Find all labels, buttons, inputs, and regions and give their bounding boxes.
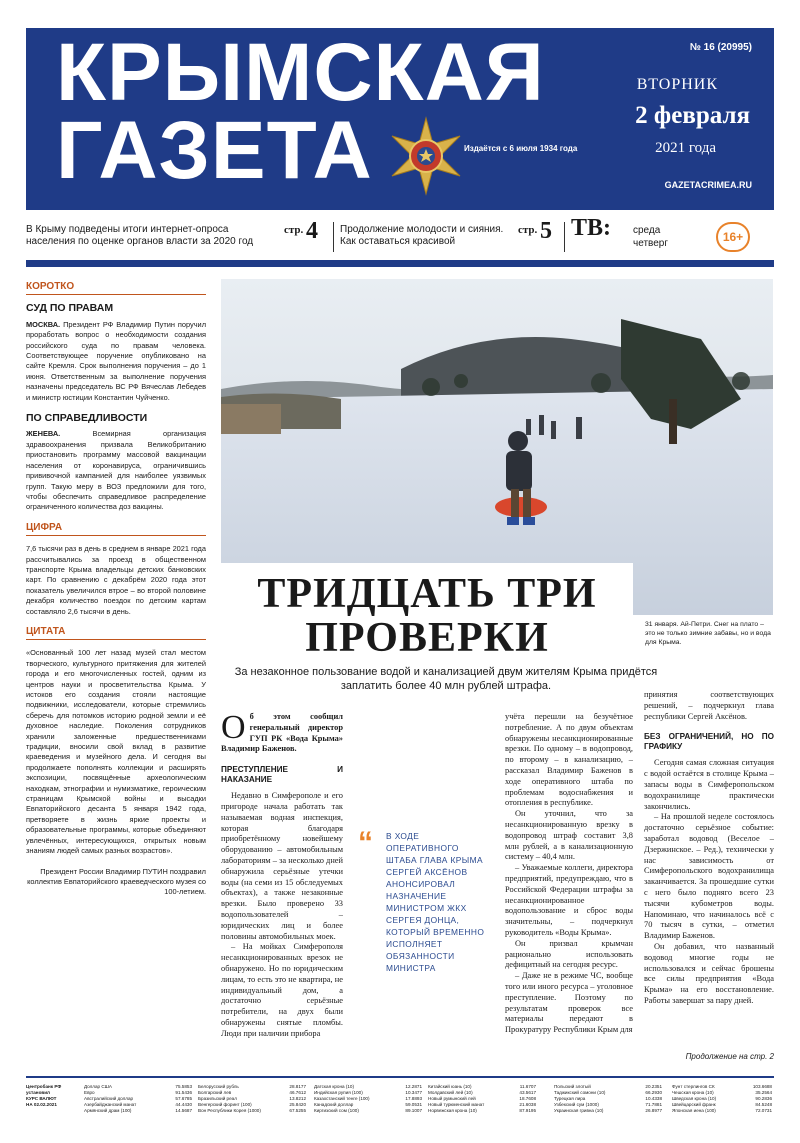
pull-quote <box>358 826 488 974</box>
currency-name: Китайский юань (10) <box>428 1084 472 1089</box>
currency-rate: 35.2564 <box>755 1090 772 1095</box>
ticker-column <box>84 1084 192 1114</box>
currency-rate: 18.7608 <box>519 1096 536 1101</box>
tv-day: среда <box>633 225 661 236</box>
quote-mark-icon: “ <box>358 826 374 859</box>
teaser-2-text[interactable]: Продолжение молодости и сияния. Как оставаться красивой <box>340 224 504 247</box>
currency-rate: 91.5436 <box>175 1090 192 1095</box>
currency-name: Датская крона (10) <box>314 1084 355 1089</box>
news-heading: ПО СПРАВЕДЛИВОСТИ <box>26 412 148 425</box>
currency-rate: 66.2930 <box>645 1090 662 1095</box>
ticker-header-line: КУРС ВАЛЮТ <box>26 1096 57 1101</box>
quote-attribution: Президент России Владимир ПУТИН поздравил коллектив Евпаторийского краеведческого музея со 100-летием. <box>27 866 206 897</box>
article-intro: б этом сообщил генеральный директор ГУП РК «Вода Крыма» Владимир Баженов. <box>221 712 343 754</box>
tv-label: ТВ: <box>571 215 612 241</box>
currency-rate: 10.3477 <box>405 1090 422 1095</box>
newspaper-title <box>56 27 545 196</box>
currency-rate: 103.6688 <box>752 1084 772 1089</box>
article-paragraph: Он уточнил, что за несанкционированную врезку в водопровод штраф составит 3,8 млн рублей, а в канализационную систему – 40,4 млн. <box>505 809 633 862</box>
issue-date: 2 февраля <box>635 102 750 129</box>
currency-rate: 71.7881 <box>645 1102 662 1107</box>
issue-year: 2021 года <box>655 140 716 156</box>
article-paragraph: – На прошлой неделе состоялось достаточно серьёзное событие: заработал водовод (Веселое – Дзержинское. – Ред.), технически у нас зависимость от Симферопольского водохранилища заканчивается. За прошедшие сутки с него было подняго всего 23 тысячи кубометров воды. Напоминаю, что начиналось всё с 70 тысяч в сутки, – отметил Владимир Баженов. <box>644 812 774 941</box>
currency-name: Молдавский лей (10) <box>428 1090 473 1095</box>
currency-name: Евро <box>84 1090 95 1095</box>
currency-name: Чешская крона (10) <box>672 1090 714 1095</box>
currency-row <box>314 1108 422 1114</box>
pull-quote-text: В ХОДЕ ОПЕРАТИВНОГО ШТАБА ГЛАВА КРЫМА СЕРГЕЙ АКСЁНОВ АНОНСИРОВАЛ НАЗНАЧЕНИЕ МИНИСТРОМ ЖКХ СЕРГЕЯ ДОНЦА, КОТОРЫЙ ВРЕМЕННО ИСПОЛНЯЕТ ОБЯЗАННОСТИ МИНИСТРА <box>386 831 485 973</box>
currency-name: Бразильский реал <box>198 1096 237 1101</box>
currency-name: Польский злотый <box>554 1084 591 1089</box>
article-paragraph: Недавно в Симферополе и его пригороде начала работать так называемая водная инспекция, которая благодаря приобретённому новейшему оборудованию – автомобильным лабораториям – за несколько дней обнаружила серьёзные утечки воды (на семи из 15 обследуемых объектах), а также незаконные врезки. Было проверено 33 водопользователей – юридических лиц и более половины автомобильных моек. <box>221 791 343 941</box>
currency-name: Белорусский рубль <box>198 1084 239 1089</box>
currency-name: Таджикский сомони (10) <box>554 1090 606 1095</box>
currency-rate: 89.1007 <box>405 1108 422 1113</box>
page-label: стр. <box>284 224 304 236</box>
currency-rate: 46.7612 <box>289 1090 306 1095</box>
divider <box>564 222 565 252</box>
page-label: стр. <box>518 224 538 236</box>
currency-name: Новый румынский лей <box>428 1096 476 1101</box>
ticker-column <box>314 1084 422 1114</box>
currency-rate: 25.8420 <box>289 1102 306 1107</box>
tv-days <box>633 224 668 250</box>
currency-rate: 44.4430 <box>175 1102 192 1107</box>
article-column-1 <box>221 709 343 1040</box>
currency-name: Канадский доллар <box>314 1102 354 1107</box>
currency-rate: 43.5617 <box>519 1090 536 1095</box>
currency-name: Австралийский доллар <box>84 1096 134 1101</box>
news-paragraph <box>26 320 206 403</box>
currency-row <box>554 1108 662 1114</box>
currency-row <box>428 1108 536 1114</box>
currency-name: Индийская рупия (100) <box>314 1090 363 1095</box>
teaser-1-text[interactable]: В Крыму подведены итоги интернет-опроса населения по оценке органов власти за 2020 год <box>26 224 254 247</box>
teaser-2-page <box>518 218 553 244</box>
currency-rate: 90.2836 <box>755 1096 772 1101</box>
currency-name: Новый туркменский манат <box>428 1102 485 1107</box>
dateline: ЖЕНЕВА. <box>26 429 61 439</box>
drop-cap: О <box>221 709 246 746</box>
currency-rate: 59.0531 <box>405 1102 422 1107</box>
currency-name: Узбекский сум (1000) <box>554 1102 599 1107</box>
currency-rate: 12.2871 <box>405 1084 422 1089</box>
currency-rate: 14.5687 <box>175 1108 192 1113</box>
currency-rate: 84.5248 <box>755 1102 772 1107</box>
currency-name: Азербайджанский манат <box>84 1102 137 1107</box>
quote-paragraph: «Основанный 100 лет назад музей стал местом творческого, культурного притяжения для жителей города и его многочисленных гостей, одним из центров науки и просветительства Крыма. У истоков его создания стояли настоящие подвижники, исследователи, которые стремились сберечь для потомков историю родной земли и её духовное наследие. Поколения сотрудников хранили заложенные предшественниками традиции, вносили свой вклад в развитие краеведения и музейного дела. И сегодня вы продолжаете пополнять коллекции и расширять экспозиции, посвящённые археологическим находкам, этнографии и нумизматике, героическим страницам Крымской войны и высадки Евпаторийского десанта 5 января 1942 года, претворяете в жизнь яркие проекты и образовательные программы, которые объединяют увлечённых, интересующихся, открытых новым знаниям людей самых разных возрастов». <box>26 648 206 856</box>
title-line-2: ГАЗЕТА <box>56 105 373 196</box>
article-paragraph: – Уважаемые коллеги, директора предприятий, предупреждаю, что в Российской Федерации штрафы за несанкционированное водопользование и сброс воды значительны, – подчеркнул руководитель «Воды Крыма». <box>505 863 633 937</box>
main-headline: ТРИДЦАТЬ ТРИ ПРОВЕРКИ <box>257 571 597 661</box>
article-paragraph: учёта перешли на безучётное потребление. А по двум объектам обнаружены несанкционированные врезки. По одному – в водопровод, по второму – в канализацию, – рассказал Владимир Баженов в ходе оперативного штаба по проблемам водоснабжения и отопления в республике. <box>505 712 633 808</box>
currency-row <box>672 1108 772 1114</box>
continued-on-page[interactable]: Продолжение на стр. 2 <box>685 1052 774 1061</box>
currency-name: Норвежская крона (10) <box>428 1108 477 1113</box>
article-column-2 <box>505 712 633 1036</box>
news-text: Президент РФ Владимир Путин поручил проработать вопрос о необходимости создания российского суда по правам человека. Соответствующее поручение опубликовано на сайте Кремля. Срок выполнения поручения – до 1 июня. Ответственным за выполнение поручения назначены председатель ВС РФ Вячеслав Лебедев и министр юстиции Константин Чуйченко. <box>26 319 207 402</box>
currency-rate: 17.8893 <box>405 1096 422 1101</box>
article-lead: За незаконное пользование водой и канализацией двум жителям Крыма придётся заплатить более 40 млн рублей штрафа. <box>234 666 658 692</box>
currency-name: Киргизский сом (100) <box>314 1108 359 1113</box>
ticker-header-line: Центробанк РФ <box>26 1084 62 1089</box>
website-link[interactable]: GAZETACRIMEA.RU <box>664 180 752 190</box>
currency-name: Армянский драм (100) <box>84 1108 132 1113</box>
article-subheading: ПРЕСТУПЛЕНИЕ И НАКАЗАНИЕ <box>221 765 343 785</box>
article-subheading: БЕЗ ОГРАНИЧЕНИЙ, НО ПО ГРАФИКУ <box>644 732 774 752</box>
currency-rate: 57.6785 <box>175 1096 192 1101</box>
weekday: ВТОРНИК <box>636 76 718 93</box>
ticker-header-line: установил <box>26 1090 50 1095</box>
ticker-column <box>198 1084 306 1114</box>
article-paragraph: принятия соответствующих решений, – подчеркнул глава республики Сергей Аксёнов. <box>644 690 774 721</box>
news-text: Всемирная организация здравоохранения призвала Великобританию приостановить программу массовой вакцинации населения от коронавируса, ограничившись прививочной кампанией для наиболее уязвимых групп. Такую меру в ВОЗ предложили для того, чтобы обеспечить справедливое распределение ограниченного количества доз вакцины. <box>26 429 206 512</box>
currency-ticker <box>26 1076 774 1126</box>
currency-rate: 67.5255 <box>289 1108 306 1113</box>
currency-rate: 87.9195 <box>519 1108 536 1113</box>
age-rating-badge: 16+ <box>716 222 750 252</box>
article-paragraph: Сегодня самая сложная ситуация с водой остаётся в столице Крыма – запасы воды в Симферопольском водохранилище практически закончились. <box>644 758 774 811</box>
dateline: МОСКВА. <box>26 319 61 329</box>
currency-name: Вон Республики Корея (1000) <box>198 1108 261 1113</box>
figure-paragraph: 7,6 тысячи раз в день в среднем в январе 2021 года рассчитывались за проезд в общественном транспорте Крыма владельцы детских банковских карт. По сравнению с декабрём 2020 года этот показатель увеличился втрое – во второй половине декабря количество поездок по детским картам составляло 2,6 тысячи в день. <box>26 544 206 616</box>
ticker-column <box>428 1084 536 1114</box>
tv-day: четверг <box>633 238 668 249</box>
article-paragraph: Он призвал крымчан рационально использовать дефицитный на сегодня ресурс. <box>505 938 633 970</box>
currency-row <box>198 1108 306 1114</box>
currency-name: Фунт стерлингов СК <box>672 1084 715 1089</box>
section-header-briefly: КОРОТКО <box>26 282 206 295</box>
section-header-figure: ЦИФРА <box>26 523 206 536</box>
currency-rate: 13.8212 <box>289 1096 306 1101</box>
currency-name: Швейцарский франк <box>672 1102 716 1107</box>
left-column <box>26 282 206 898</box>
issue-number: № 16 (20995) <box>689 42 752 53</box>
currency-rate: 10.4338 <box>645 1096 662 1101</box>
currency-name: Болгарский лев <box>198 1090 232 1095</box>
currency-name: Венгерский форинт (100) <box>198 1102 252 1107</box>
currency-name: Казахстанский тенге (100) <box>314 1096 370 1101</box>
divider-rule <box>26 260 774 267</box>
currency-name: Украинская гривна (10) <box>554 1108 604 1113</box>
currency-rate: 26.8977 <box>645 1108 662 1113</box>
currency-rate: 28.8177 <box>289 1084 306 1089</box>
currency-name: Доллар США <box>84 1084 112 1089</box>
currency-rate: 75.5853 <box>175 1084 192 1089</box>
ticker-header-line: НА 02.02.2021 <box>26 1102 57 1107</box>
article-column-3 <box>644 690 774 1007</box>
page-number: 4 <box>306 218 319 244</box>
ticker-header <box>26 1084 78 1108</box>
currency-rate: 21.6038 <box>519 1102 536 1107</box>
ticker-column <box>554 1084 662 1114</box>
currency-rate: 72.0731 <box>755 1108 772 1113</box>
article-paragraph: – На мойках Симферополя несанкционированных врезок не обнаружено. Но по юридическим лицам, то есть это не квартира, не индивидуальный дом, а достаточно серьёзные потребители, на двух были обнаружены снятые пломбы. Люди при наличии прибора <box>221 942 343 1038</box>
news-heading: СУД ПО ПРАВАМ <box>26 302 114 315</box>
news-paragraph <box>26 429 206 512</box>
currency-name: Японская иена (100) <box>672 1108 716 1113</box>
currency-rate: 20.2351 <box>645 1084 662 1089</box>
divider <box>333 222 334 252</box>
article-paragraph: Он добавил, что названный водовод многие годы не использовался и сейчас брошены все силы предприятия «Вода Крыма» на его восстановление. Работы завершат за пару дней. <box>644 941 774 1005</box>
currency-name: Шведская крона (10) <box>672 1096 717 1101</box>
title-line-1: КРЫМСКАЯ <box>56 27 545 118</box>
article-paragraph: – Даже не в режиме ЧС, вообще того или иного ресурса – уголовное преступление. Поэтому по результатам проверок все материалы передают в Прокуратуру Республики Крым для <box>505 971 633 1035</box>
ticker-column <box>672 1084 772 1114</box>
publication-since: Издаётся с 6 июля 1934 года <box>464 144 578 153</box>
teaser-1-page <box>284 218 319 244</box>
order-medal-icon <box>386 116 466 196</box>
currency-rate: 11.6707 <box>519 1084 536 1089</box>
currency-row <box>84 1108 192 1114</box>
masthead <box>26 28 774 210</box>
photo-caption: 31 января. Ай-Петри. Снег на плато – это не только зимние забавы, но и вода для Крыма. <box>645 621 771 646</box>
section-header-quote: ЦИТАТА <box>26 627 206 640</box>
currency-name: Турецкая лира <box>554 1096 586 1101</box>
page-number: 5 <box>540 218 553 244</box>
teaser-bar <box>26 215 774 254</box>
